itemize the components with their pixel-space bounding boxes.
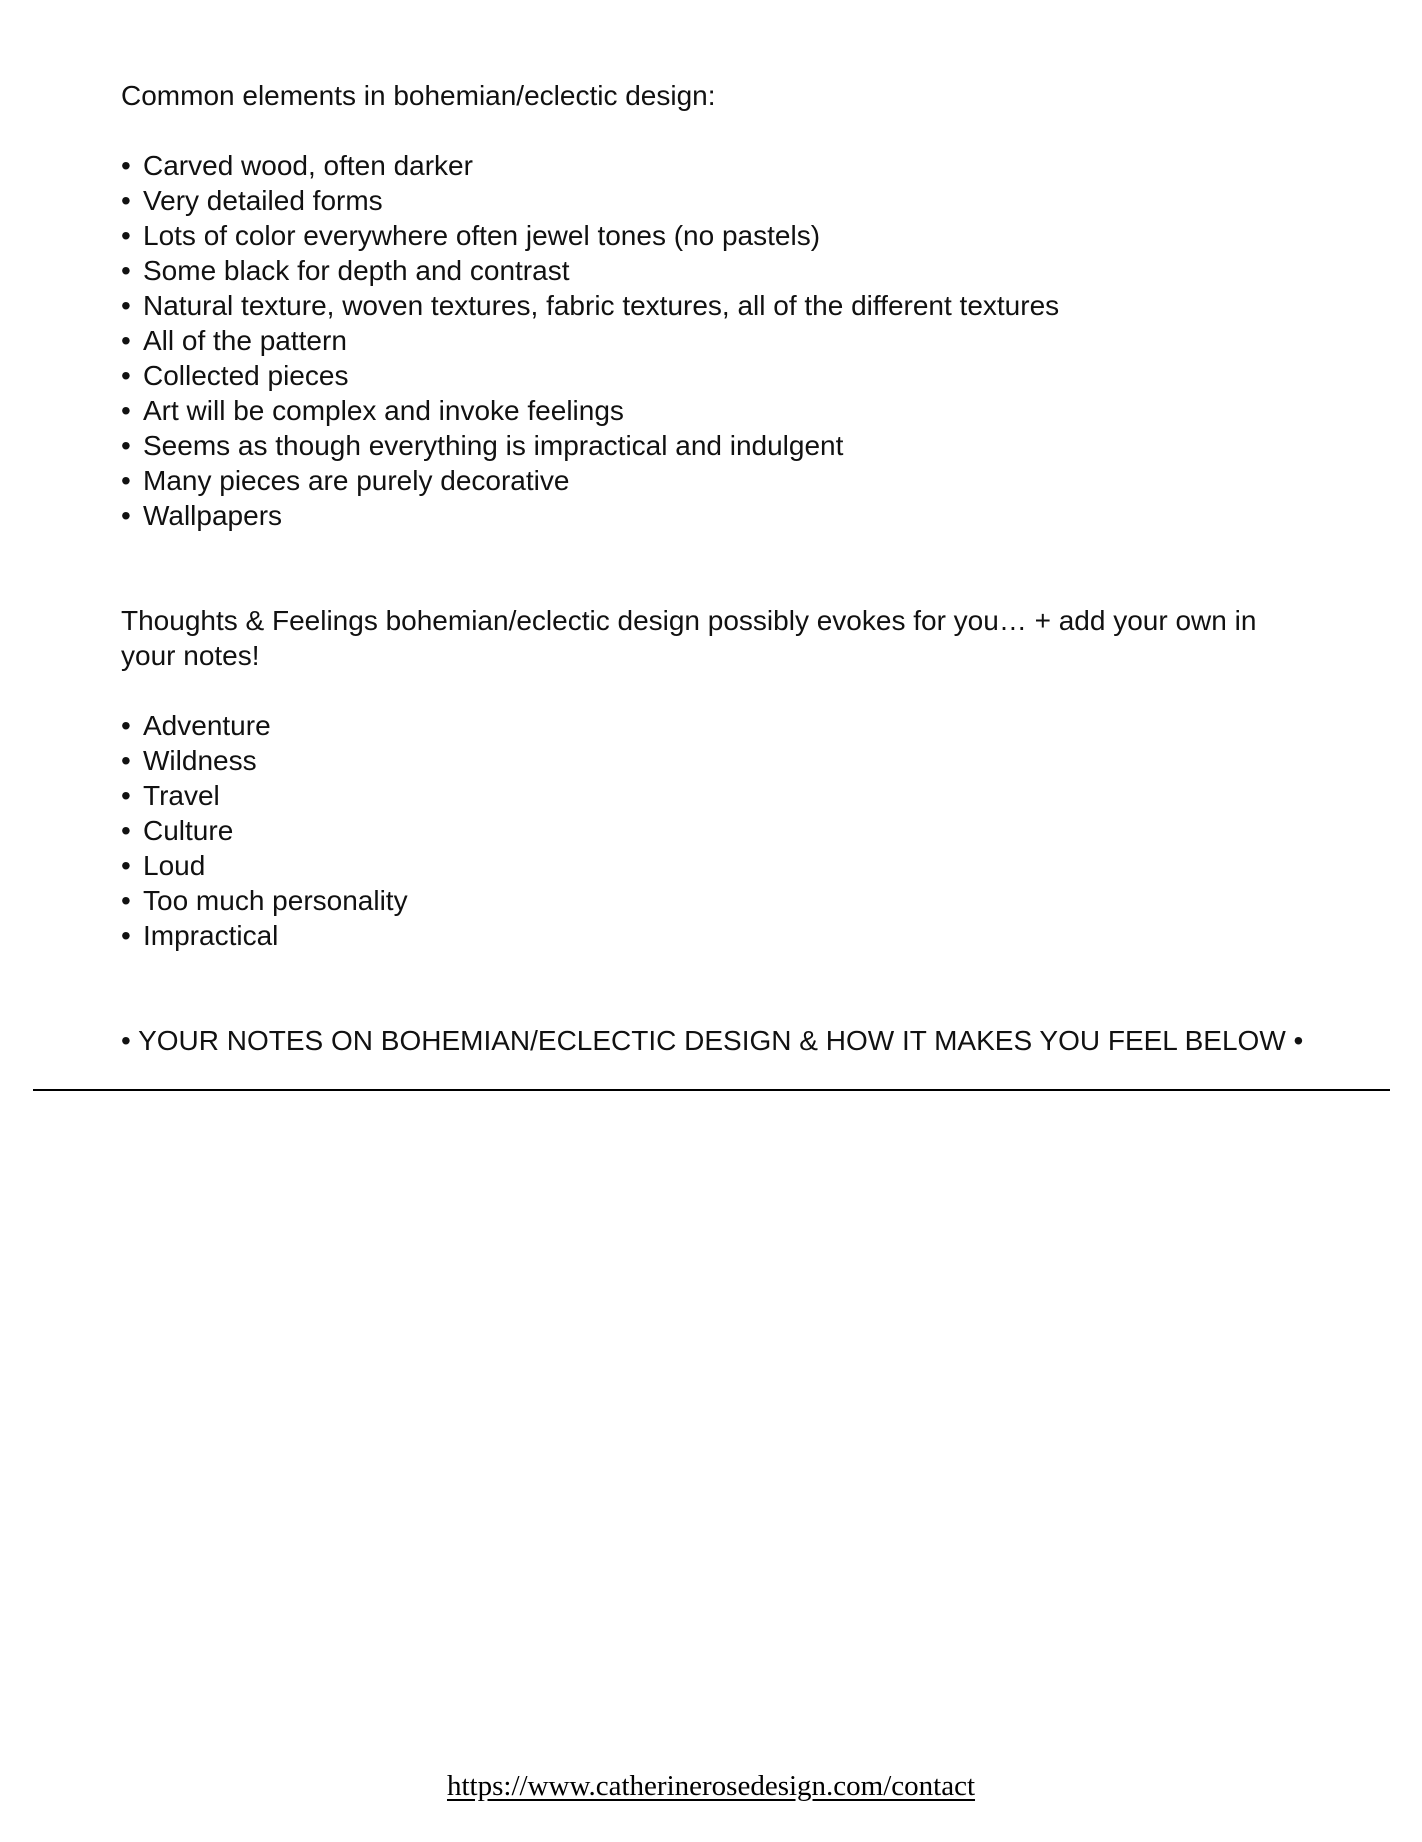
list-item: • Too much personality bbox=[121, 885, 408, 916]
list-item: • Seems as though everything is impractical and indulgent bbox=[121, 430, 844, 461]
list-item: • Culture bbox=[121, 815, 234, 846]
notes-divider-line bbox=[33, 1089, 1390, 1091]
bullet-icon: • bbox=[121, 185, 131, 216]
list-item: • Carved wood, often darker bbox=[121, 150, 473, 181]
bullet-icon: • bbox=[121, 430, 131, 461]
list-item: • Loud bbox=[121, 850, 206, 881]
bullet-icon: • bbox=[121, 360, 131, 391]
bullet-icon: • bbox=[121, 500, 131, 531]
bullet-icon: • bbox=[121, 850, 131, 881]
bullet-icon: • bbox=[121, 465, 131, 496]
list-item: • Collected pieces bbox=[121, 360, 349, 391]
bullet-icon: • bbox=[121, 780, 131, 811]
list-item: • Wildness bbox=[121, 745, 257, 776]
list-item: • Some black for depth and contrast bbox=[121, 255, 570, 286]
bullet-icon: • bbox=[121, 745, 131, 776]
footer-contact-link[interactable]: https://www.catherinerosedesign.com/contact bbox=[446, 1770, 976, 1802]
list-item: • Many pieces are purely decorative bbox=[121, 465, 570, 496]
bullet-icon: • bbox=[121, 920, 131, 951]
bullet-icon: • bbox=[121, 255, 131, 286]
document-content bbox=[121, 78, 1304, 1058]
list-item: • Wallpapers bbox=[121, 500, 283, 531]
list-item: • Lots of color everywhere often jewel tones (no pastels) bbox=[121, 220, 821, 251]
bullet-icon: • bbox=[121, 815, 131, 846]
section-heading-common-elements: Common elements in bohemian/eclectic design: bbox=[121, 80, 716, 111]
notes-heading: • YOUR NOTES ON BOHEMIAN/ECLECTIC DESIGN & HOW IT MAKES YOU FEEL BELOW • bbox=[121, 1025, 1304, 1056]
list-item: • Impractical bbox=[121, 920, 279, 951]
list-item: • Natural texture, woven textures, fabric textures, all of the different textures bbox=[121, 290, 1060, 321]
common-elements-list bbox=[121, 148, 1301, 533]
list-item: • All of the pattern bbox=[121, 325, 347, 356]
bullet-icon: • bbox=[121, 710, 131, 741]
list-item: • Art will be complex and invoke feelings bbox=[121, 395, 624, 426]
list-item: • Travel bbox=[121, 780, 220, 811]
bullet-icon: • bbox=[121, 220, 131, 251]
section-heading-thoughts-feelings: Thoughts & Feelings bohemian/eclectic design possibly evokes for you… + add your own in your notes! bbox=[121, 605, 1257, 671]
bullet-icon: • bbox=[121, 395, 131, 426]
thoughts-feelings-list bbox=[121, 708, 1301, 953]
list-item: • Adventure bbox=[121, 710, 271, 741]
bullet-icon: • bbox=[121, 150, 131, 181]
list-item: • Very detailed forms bbox=[121, 185, 383, 216]
bullet-icon: • bbox=[121, 325, 131, 356]
bullet-icon: • bbox=[121, 885, 131, 916]
bullet-icon: • bbox=[121, 290, 131, 321]
